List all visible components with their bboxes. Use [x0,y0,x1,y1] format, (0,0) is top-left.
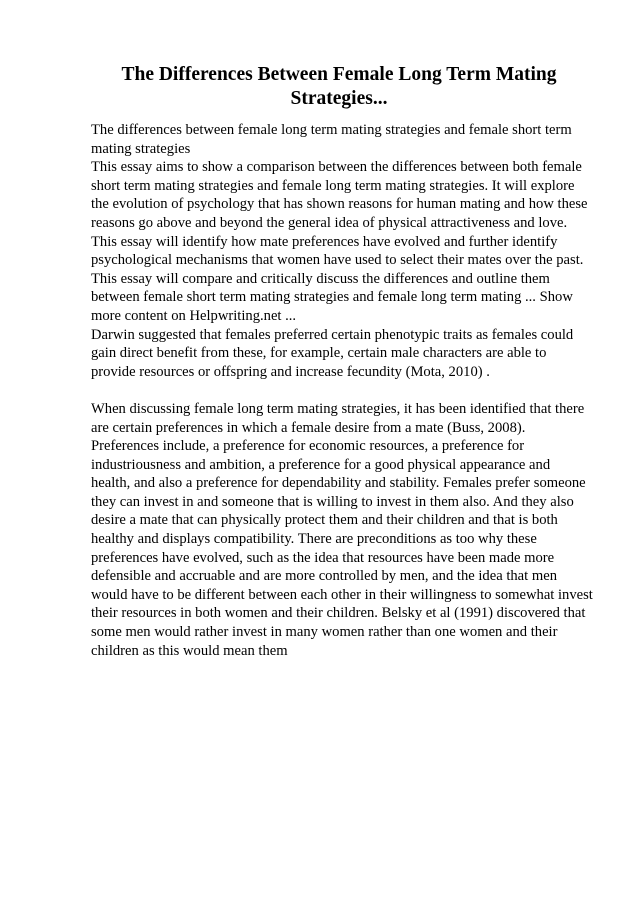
text-line: some men would rather invest in many women rather than one women and their [91,624,558,641]
text-line: preferences have evolved, such as the idea that resources have been made more [91,549,555,566]
text-line: When discussing female long term mating strategies, it has been identified that there [91,400,585,417]
text-line: gain direct benefit from these, for example, certain male characters are able to [91,345,547,362]
text-line: between female short term mating strategies and female long term mating ... Show [91,289,573,306]
text-line: more content on Helpwriting.net ... [91,307,297,324]
text-line: they can invest in and someone that is willing to invest in them also. And they also [91,493,574,510]
text-line: industriousness and ambition, a preference for a good physical appearance and [91,456,551,473]
paragraph-1 [91,121,601,381]
document-body [91,121,601,660]
text-line: provide resources or offspring and increase fecundity (Mota, 2010) . [91,363,490,380]
paragraph-spacer [91,381,601,400]
document-title [90,63,588,111]
text-line: the evolution of psychology that has shown reasons for human mating and how these [91,196,588,213]
text-line: Darwin suggested that females preferred certain phenotypic traits as females could [91,326,574,343]
text-line: short term mating strategies and female long term mating strategies. It will explore [91,177,575,194]
text-line: healthy and displays compatibility. There are preconditions as too why these [91,531,537,548]
text-line: health, and also a preference for dependability and stability. Females prefer someone [91,475,586,492]
text-line: their resources in both women and their children. Belsky et al (1991) discovered that [91,605,586,622]
text-line: This essay aims to show a comparison between the differences between both female [91,159,582,176]
title-line: The Differences Between Female Long Term Mating [121,64,557,85]
text-line: The differences between female long term mating strategies and female short term [91,122,572,138]
text-line: This essay will compare and critically discuss the differences and outline them [91,270,550,287]
text-line: Preferences include, a preference for economic resources, a preference for [91,438,525,455]
text-line: reasons go above and beyond the general idea of physical attractiveness and love. [91,214,568,231]
text-line: mating strategies [91,140,191,157]
text-line: are certain preferences in which a female desire from a mate (Buss, 2008). [91,419,526,436]
text-line: desire a mate that can physically protect them and their children and that is both [91,512,558,529]
text-line: children as this would mean them [91,642,288,659]
text-line: This essay will identify how mate preferences have evolved and further identify [91,233,558,250]
paragraph-2 [91,400,601,660]
text-line: defensible and accruable and are more controlled by men, and the idea that men [91,568,557,585]
title-line: Strategies... [290,88,388,109]
text-line: would have to be different between each other in their willingness to somewhat invest [91,586,593,603]
text-line: psychological mechanisms that women have used to select their mates over the past. [91,252,584,269]
